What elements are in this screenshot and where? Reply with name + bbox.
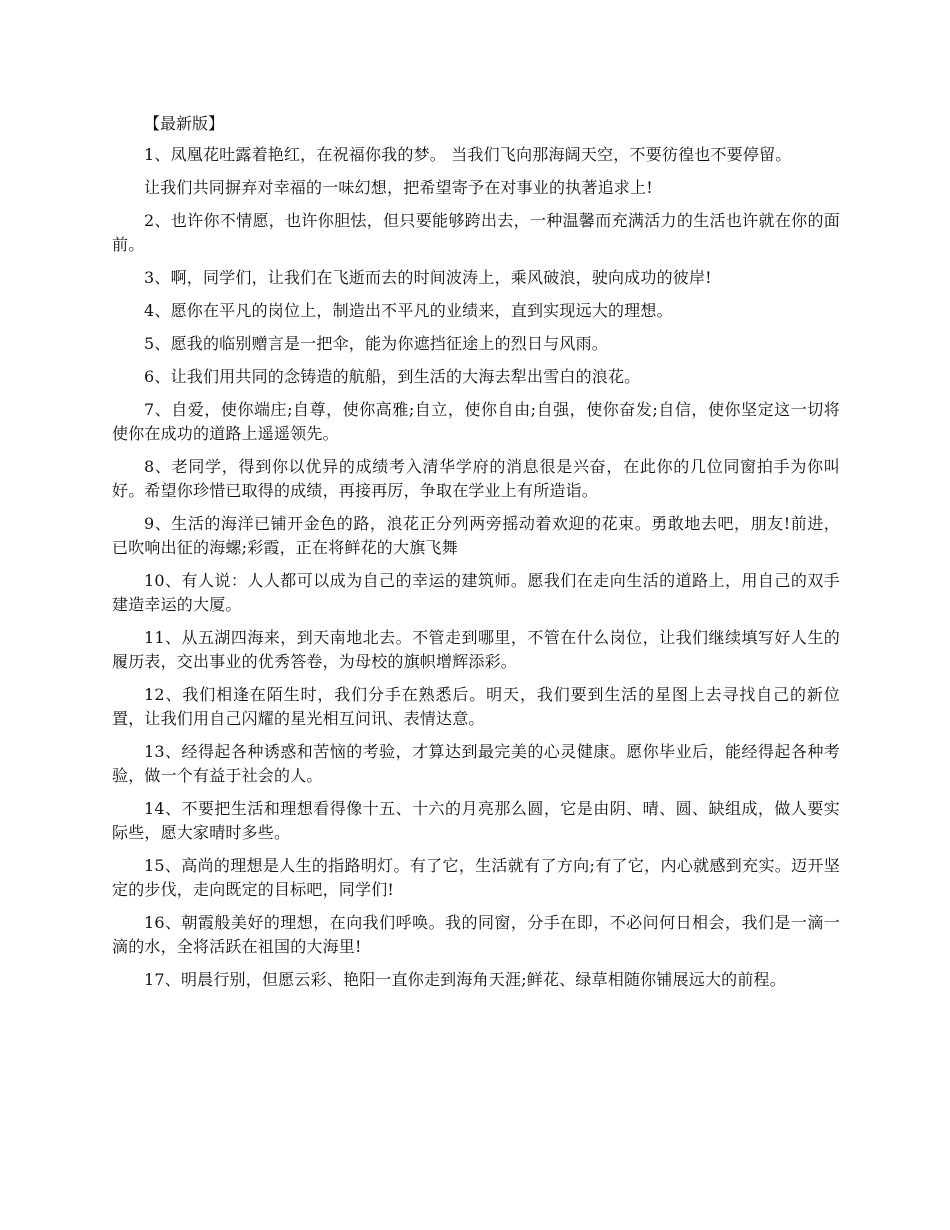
paragraph: 15、高尚的理想是人生的指路明灯。有了它，生活就有了方向;有了它，内心就感到充实。迈开坚定的步伐，走向既定的目标吧，同学们! (112, 856, 840, 899)
paragraph: 12、我们相逢在陌生时，我们分手在熟悉后。明天，我们要到生活的星图上去寻找自己的新位置，让我们用自己闪耀的星光相互问讯、表情达意。 (112, 685, 840, 728)
paragraph: 5、愿我的临别赠言是一把伞，能为你遮挡征途上的烈日与风雨。 (144, 334, 608, 353)
paragraph: 9、生活的海洋已铺开金色的路，浪花正分列两旁摇动着欢迎的花束。勇敢地去吧，朋友!前进，已吹响出征的海螺;彩霞，正在将鲜花的大旗飞舞 (112, 514, 840, 557)
paragraph: 7、自爱，使你端庄;自尊，使你高雅;自立，使你自由;自强，使你奋发;自信，使你坚定这一切将使你在成功的道路上遥遥领先。 (112, 400, 840, 443)
paragraph: 6、让我们用共同的念铸造的航船，到生活的大海去犁出雪白的浪花。 (144, 367, 641, 386)
paragraph: 11、从五湖四海来，到天南地北去。不管走到哪里，不管在什么岗位，让我们继续填写好人生的履历表，交出事业的优秀答卷，为母校的旗帜增辉添彩。 (112, 628, 840, 671)
paragraph: 8、老同学，得到你以优异的成绩考入清华学府的消息很是兴奋，在此你的几位同窗拍手为你叫好。希望你珍惜已取得的成绩，再接再厉，争取在学业上有所造诣。 (112, 457, 840, 500)
document-page (112, 112, 840, 1001)
paragraph: 让我们共同摒弃对幸福的一味幻想，把希望寄予在对事业的执著追求上! (144, 178, 653, 197)
paragraph: 14、不要把生活和理想看得像十五、十六的月亮那么圆，它是由阴、晴、圆、缺组成，做人要实际些，愿大家晴时多些。 (112, 799, 840, 842)
paragraph: 1、凤凰花吐露着艳红，在祝福你我的梦。 当我们飞向那海阔天空，不要彷徨也不要停留。 (144, 145, 792, 164)
paragraph: 4、愿你在平凡的岗位上，制造出不平凡的业绩来，直到实现远大的理想。 (144, 301, 673, 320)
document-heading: 【最新版】 (144, 114, 225, 133)
paragraph: 16、朝霞般美好的理想，在向我们呼唤。我的同窗，分手在即，不必问何日相会，我们是一滴一滴的水，全将活跃在祖国的大海里! (112, 913, 840, 956)
paragraph: 3、啊，同学们，让我们在飞逝而去的时间波涛上，乘风破浪，驶向成功的彼岸! (144, 268, 712, 287)
paragraph: 17、明晨行别，但愿云彩、艳阳一直你走到海角天涯;鲜花、绿草相随你铺展远大的前程。 (144, 970, 786, 989)
paragraph: 10、有人说：人人都可以成为自己的幸运的建筑师。愿我们在走向生活的道路上，用自己的双手建造幸运的大厦。 (112, 571, 840, 614)
paragraph: 13、经得起各种诱惑和苦恼的考验，才算达到最完美的心灵健康。愿你毕业后，能经得起各种考验，做一个有益于社会的人。 (112, 742, 840, 785)
paragraph: 2、也许你不情愿，也许你胆怯，但只要能够跨出去，一种温馨而充满活力的生活也许就在你的面前。 (112, 211, 840, 254)
